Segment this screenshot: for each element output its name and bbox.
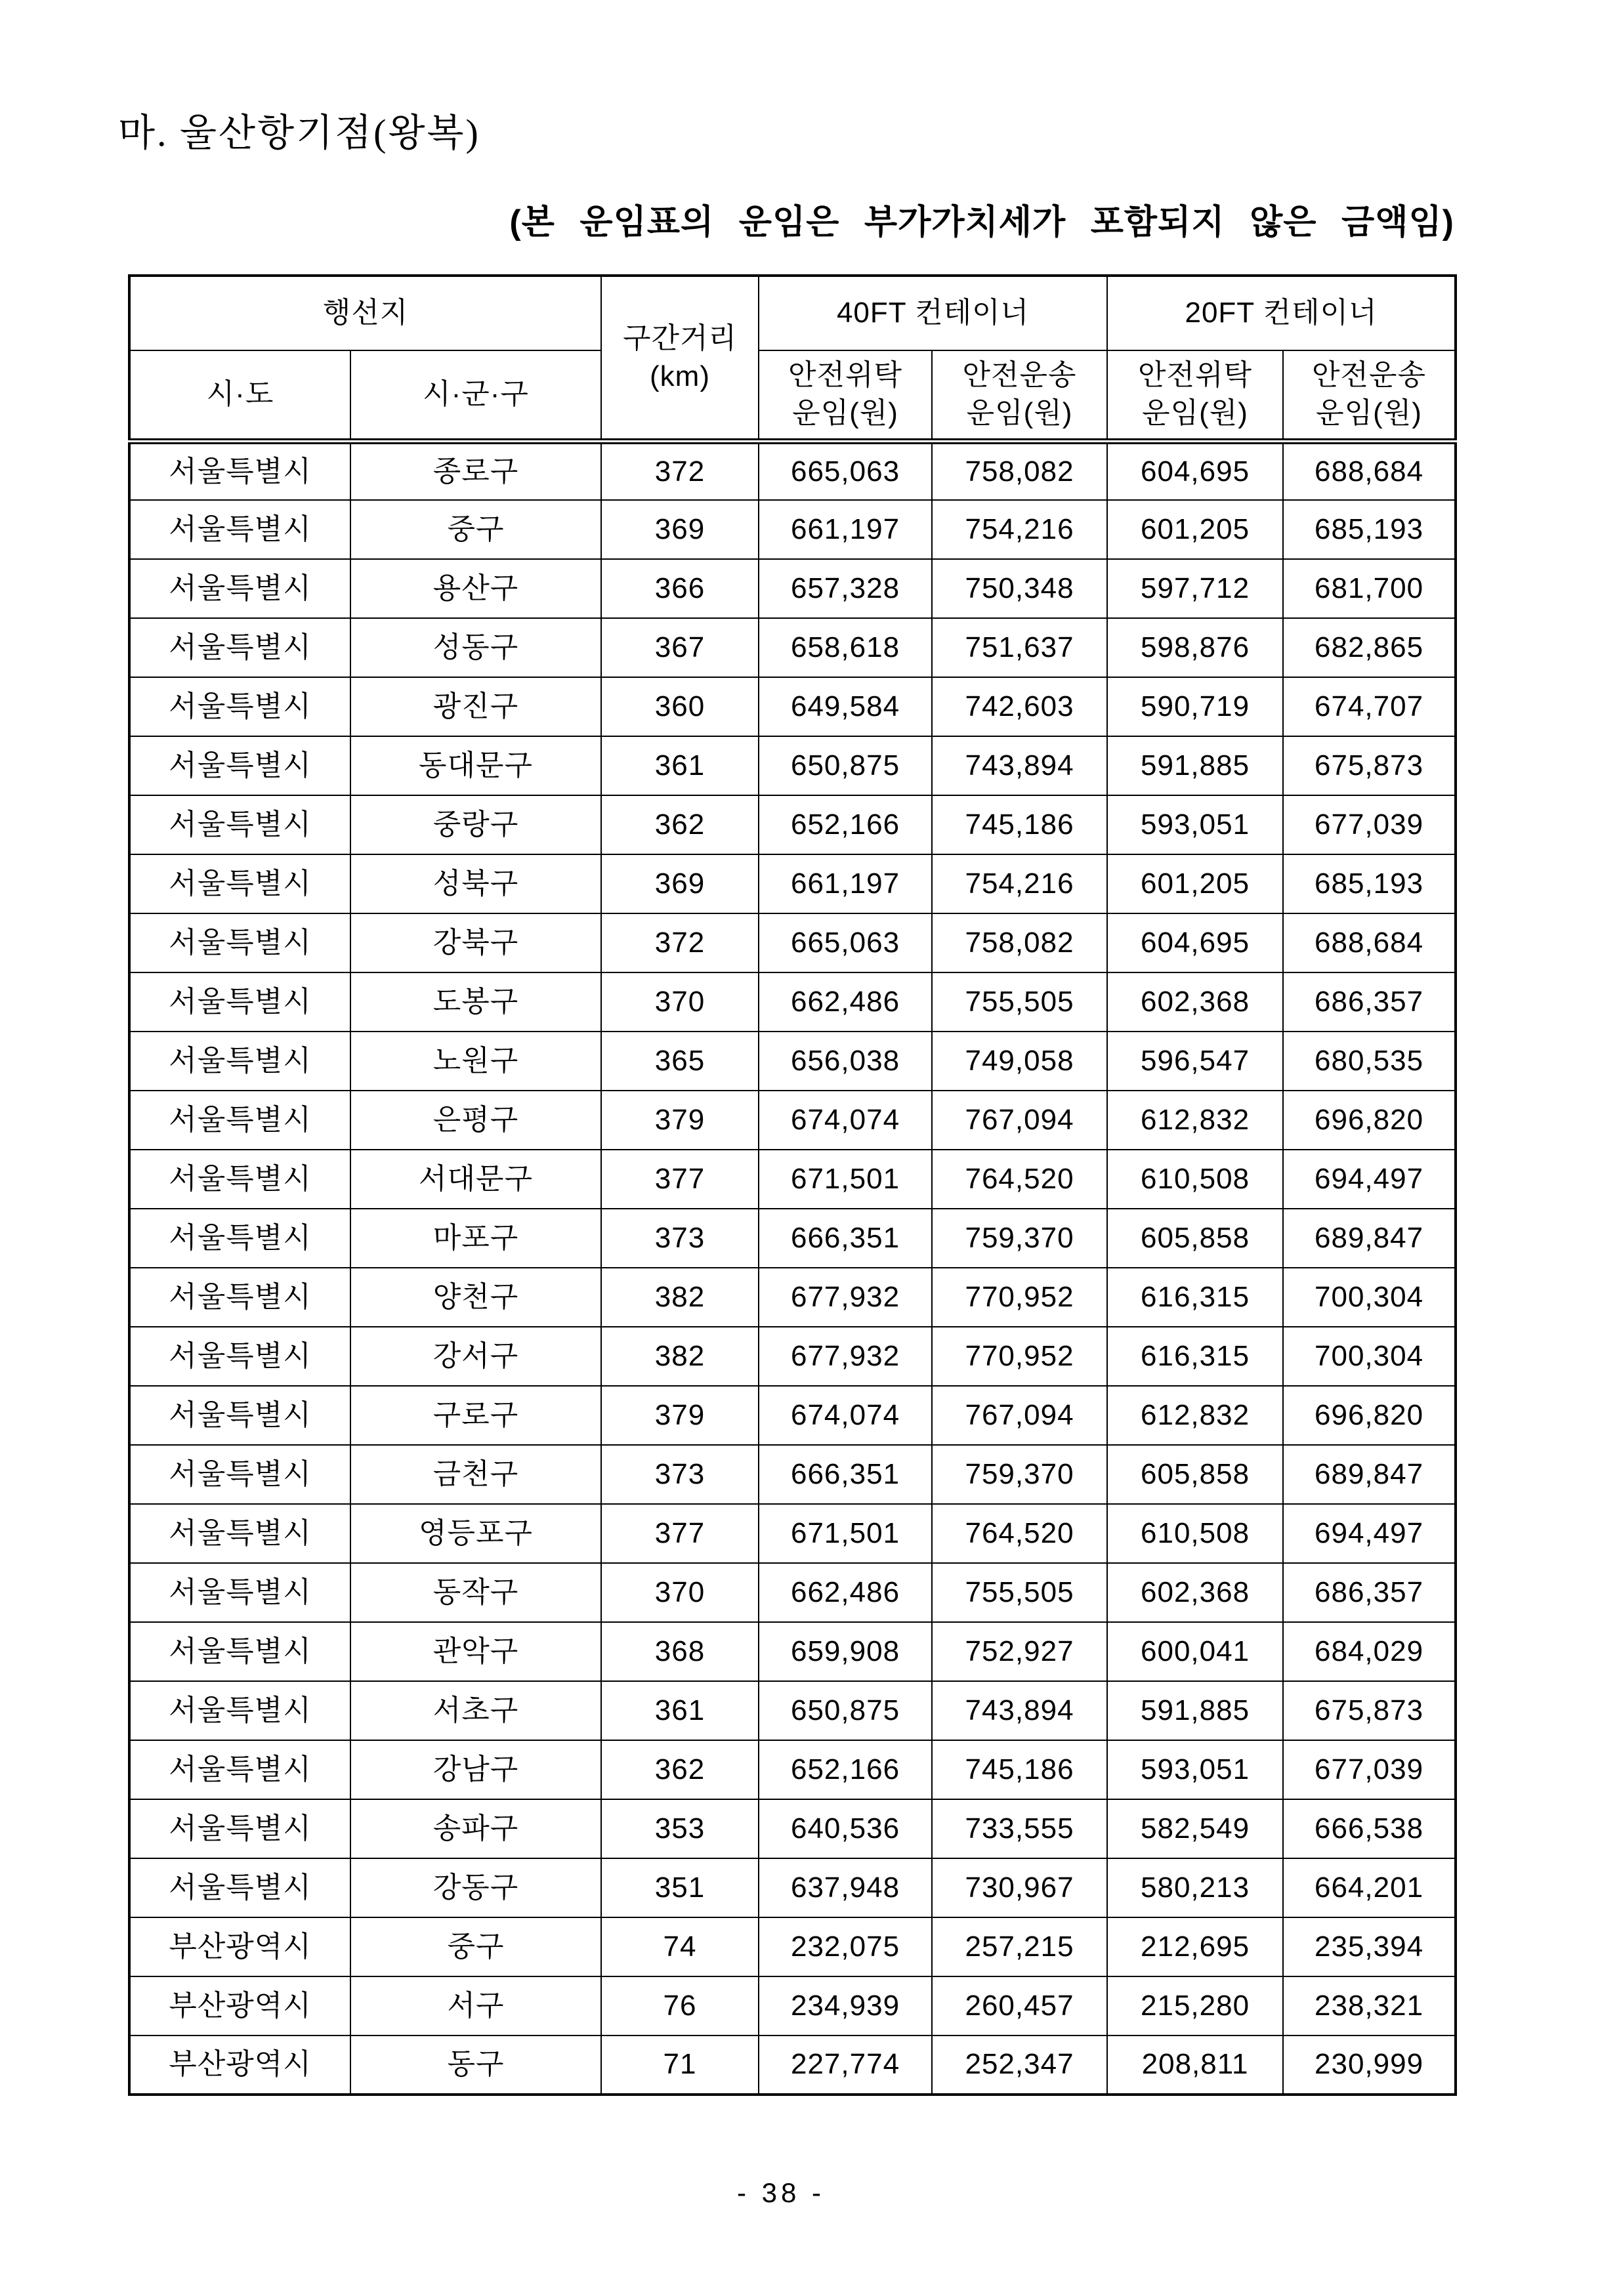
cell-40ft-transport-fare: 751,637 (932, 618, 1107, 677)
header-20ft-consign-line1: 안전위탁 (1138, 359, 1253, 392)
table-row (129, 1091, 1456, 1150)
cell-40ft-consign-fare: 662,486 (759, 1563, 932, 1622)
table-row (129, 1976, 1456, 2035)
cell-20ft-transport-fare: 686,357 (1283, 972, 1456, 1032)
table-row (129, 1681, 1456, 1740)
cell-20ft-transport-fare: 688,684 (1283, 441, 1456, 500)
cell-20ft-consign-fare: 602,368 (1107, 972, 1283, 1032)
cell-20ft-consign-fare: 616,315 (1107, 1327, 1283, 1386)
cell-40ft-transport-fare: 759,370 (932, 1445, 1107, 1504)
cell-20ft-consign-fare: 590,719 (1107, 677, 1283, 736)
cell-distance-km: 372 (601, 441, 759, 500)
cell-distance-km: 366 (601, 559, 759, 618)
cell-sigungu: 강남구 (350, 1740, 601, 1799)
cell-40ft-consign-fare: 650,875 (759, 1681, 932, 1740)
cell-20ft-transport-fare: 694,497 (1283, 1150, 1456, 1209)
cell-sido: 서울특별시 (129, 1740, 350, 1799)
table-row (129, 1445, 1456, 1504)
cell-20ft-transport-fare: 677,039 (1283, 1740, 1456, 1799)
cell-sido: 부산광역시 (129, 1917, 350, 1976)
cell-sido: 서울특별시 (129, 972, 350, 1032)
cell-40ft-transport-fare: 750,348 (932, 559, 1107, 618)
cell-20ft-consign-fare: 604,695 (1107, 441, 1283, 500)
cell-20ft-transport-fare: 700,304 (1283, 1327, 1456, 1386)
cell-40ft-transport-fare: 730,967 (932, 1858, 1107, 1917)
cell-40ft-consign-fare: 674,074 (759, 1091, 932, 1150)
table-row (129, 618, 1456, 677)
cell-40ft-transport-fare: 758,082 (932, 913, 1107, 972)
table-row (129, 677, 1456, 736)
cell-40ft-transport-fare: 764,520 (932, 1150, 1107, 1209)
cell-40ft-transport-fare: 743,894 (932, 736, 1107, 795)
cell-distance-km: 369 (601, 500, 759, 559)
cell-distance-km: 370 (601, 972, 759, 1032)
cell-sigungu: 노원구 (350, 1032, 601, 1091)
cell-20ft-consign-fare: 601,205 (1107, 500, 1283, 559)
cell-distance-km: 362 (601, 795, 759, 854)
table-row (129, 559, 1456, 618)
cell-sigungu: 영등포구 (350, 1504, 601, 1563)
cell-distance-km: 373 (601, 1209, 759, 1268)
cell-distance-km: 377 (601, 1504, 759, 1563)
cell-40ft-consign-fare: 671,501 (759, 1150, 932, 1209)
cell-20ft-consign-fare: 612,832 (1107, 1386, 1283, 1445)
header-20ft-consign-fare (1107, 350, 1283, 441)
cell-sido: 서울특별시 (129, 795, 350, 854)
cell-sido: 서울특별시 (129, 1268, 350, 1327)
cell-40ft-consign-fare: 659,908 (759, 1622, 932, 1681)
cell-sido: 서울특별시 (129, 1386, 350, 1445)
cell-40ft-consign-fare: 652,166 (759, 795, 932, 854)
cell-20ft-transport-fare: 235,394 (1283, 1917, 1456, 1976)
table-row (129, 1740, 1456, 1799)
cell-40ft-transport-fare: 764,520 (932, 1504, 1107, 1563)
header-40ft-consign-line2: 운임(원) (792, 397, 898, 430)
cell-40ft-transport-fare: 754,216 (932, 500, 1107, 559)
cell-20ft-consign-fare: 610,508 (1107, 1504, 1283, 1563)
cell-sigungu: 양천구 (350, 1268, 601, 1327)
cell-40ft-consign-fare: 666,351 (759, 1209, 932, 1268)
cell-sido: 서울특별시 (129, 1032, 350, 1091)
cell-sigungu: 광진구 (350, 677, 601, 736)
cell-distance-km: 71 (601, 2035, 759, 2095)
cell-20ft-transport-fare: 684,029 (1283, 1622, 1456, 1681)
cell-20ft-transport-fare: 694,497 (1283, 1504, 1456, 1563)
cell-40ft-consign-fare: 665,063 (759, 441, 932, 500)
table-row (129, 736, 1456, 795)
cell-sido: 서울특별시 (129, 1209, 350, 1268)
cell-20ft-consign-fare: 596,547 (1107, 1032, 1283, 1091)
cell-20ft-transport-fare: 686,357 (1283, 1563, 1456, 1622)
cell-sigungu: 중구 (350, 1917, 601, 1976)
cell-40ft-transport-fare: 742,603 (932, 677, 1107, 736)
cell-20ft-transport-fare: 238,321 (1283, 1976, 1456, 2035)
cell-40ft-consign-fare: 658,618 (759, 618, 932, 677)
cell-20ft-consign-fare: 604,695 (1107, 913, 1283, 972)
cell-40ft-transport-fare: 733,555 (932, 1799, 1107, 1858)
cell-20ft-consign-fare: 593,051 (1107, 795, 1283, 854)
cell-sido: 서울특별시 (129, 736, 350, 795)
cell-sigungu: 중구 (350, 500, 601, 559)
cell-distance-km: 76 (601, 1976, 759, 2035)
cell-20ft-consign-fare: 610,508 (1107, 1150, 1283, 1209)
cell-distance-km: 367 (601, 618, 759, 677)
cell-40ft-consign-fare: 662,486 (759, 972, 932, 1032)
cell-40ft-consign-fare: 665,063 (759, 913, 932, 972)
cell-40ft-consign-fare: 677,932 (759, 1268, 932, 1327)
table-row (129, 1563, 1456, 1622)
cell-40ft-transport-fare: 749,058 (932, 1032, 1107, 1091)
cell-20ft-consign-fare: 598,876 (1107, 618, 1283, 677)
page-title: 마. 울산항기점(왕복) (118, 112, 480, 154)
cell-sigungu: 강북구 (350, 913, 601, 972)
header-20ft-consign-line2: 운임(원) (1142, 397, 1248, 430)
cell-20ft-transport-fare: 700,304 (1283, 1268, 1456, 1327)
cell-40ft-transport-fare: 252,347 (932, 2035, 1107, 2095)
cell-40ft-transport-fare: 260,457 (932, 1976, 1107, 2035)
table-row (129, 1799, 1456, 1858)
page-number: - 38 - (736, 2177, 826, 2208)
cell-sido: 서울특별시 (129, 677, 350, 736)
fare-table-header (129, 276, 1456, 441)
cell-40ft-consign-fare: 637,948 (759, 1858, 932, 1917)
cell-20ft-transport-fare: 230,999 (1283, 2035, 1456, 2095)
cell-40ft-consign-fare: 227,774 (759, 2035, 932, 2095)
cell-sido: 서울특별시 (129, 1150, 350, 1209)
cell-sido: 서울특별시 (129, 1799, 350, 1858)
fare-table (128, 274, 1457, 2096)
table-row (129, 441, 1456, 500)
cell-sigungu: 금천구 (350, 1445, 601, 1504)
header-sigungu: 시·군·구 (350, 350, 601, 441)
cell-40ft-consign-fare: 657,328 (759, 559, 932, 618)
cell-20ft-transport-fare: 677,039 (1283, 795, 1456, 854)
cell-distance-km: 382 (601, 1327, 759, 1386)
cell-sigungu: 서초구 (350, 1681, 601, 1740)
cell-40ft-transport-fare: 767,094 (932, 1091, 1107, 1150)
cell-20ft-transport-fare: 689,847 (1283, 1445, 1456, 1504)
cell-40ft-consign-fare: 652,166 (759, 1740, 932, 1799)
cell-20ft-transport-fare: 696,820 (1283, 1091, 1456, 1150)
cell-sido: 부산광역시 (129, 2035, 350, 2095)
table-row (129, 1268, 1456, 1327)
cell-20ft-consign-fare: 593,051 (1107, 1740, 1283, 1799)
cell-40ft-transport-fare: 770,952 (932, 1327, 1107, 1386)
cell-distance-km: 373 (601, 1445, 759, 1504)
table-row (129, 1032, 1456, 1091)
cell-sigungu: 송파구 (350, 1799, 601, 1858)
cell-distance-km: 360 (601, 677, 759, 736)
cell-sido: 부산광역시 (129, 1976, 350, 2035)
table-row (129, 1209, 1456, 1268)
cell-distance-km: 379 (601, 1091, 759, 1150)
cell-distance-km: 361 (601, 736, 759, 795)
cell-20ft-consign-fare: 591,885 (1107, 1681, 1283, 1740)
cell-20ft-transport-fare: 675,873 (1283, 736, 1456, 795)
header-row-group (129, 276, 1456, 350)
cell-sigungu: 성동구 (350, 618, 601, 677)
cell-distance-km: 368 (601, 1622, 759, 1681)
table-row (129, 795, 1456, 854)
cell-20ft-consign-fare: 605,858 (1107, 1209, 1283, 1268)
cell-20ft-transport-fare: 689,847 (1283, 1209, 1456, 1268)
cell-20ft-consign-fare: 602,368 (1107, 1563, 1283, 1622)
header-destination: 행선지 (129, 276, 601, 350)
cell-sigungu: 서구 (350, 1976, 601, 2035)
cell-sido: 서울특별시 (129, 854, 350, 913)
cell-20ft-consign-fare: 600,041 (1107, 1622, 1283, 1681)
cell-sido: 서울특별시 (129, 618, 350, 677)
table-row (129, 2035, 1456, 2095)
cell-sigungu: 성북구 (350, 854, 601, 913)
header-40ft-transport-line2: 운임(원) (966, 397, 1073, 430)
cell-sido: 서울특별시 (129, 559, 350, 618)
cell-sigungu: 마포구 (350, 1209, 601, 1268)
header-20ft-container: 20FT 컨테이너 (1107, 276, 1456, 350)
cell-sigungu: 동구 (350, 2035, 601, 2095)
header-40ft-transport-fare (932, 350, 1107, 441)
cell-distance-km: 372 (601, 913, 759, 972)
cell-sido: 서울특별시 (129, 913, 350, 972)
header-20ft-transport-fare (1283, 350, 1456, 441)
cell-distance-km: 379 (601, 1386, 759, 1445)
cell-distance-km: 74 (601, 1917, 759, 1976)
cell-40ft-consign-fare: 656,038 (759, 1032, 932, 1091)
cell-sido: 서울특별시 (129, 1091, 350, 1150)
cell-sigungu: 용산구 (350, 559, 601, 618)
cell-sigungu: 종로구 (350, 441, 601, 500)
cell-sigungu: 은평구 (350, 1091, 601, 1150)
cell-sigungu: 관악구 (350, 1622, 601, 1681)
table-row (129, 1504, 1456, 1563)
cell-20ft-transport-fare: 682,865 (1283, 618, 1456, 677)
cell-40ft-consign-fare: 234,939 (759, 1976, 932, 2035)
cell-distance-km: 369 (601, 854, 759, 913)
cell-40ft-consign-fare: 666,351 (759, 1445, 932, 1504)
cell-40ft-transport-fare: 755,505 (932, 972, 1107, 1032)
cell-20ft-transport-fare: 685,193 (1283, 500, 1456, 559)
cell-20ft-transport-fare: 675,873 (1283, 1681, 1456, 1740)
cell-20ft-consign-fare: 212,695 (1107, 1917, 1283, 1976)
cell-20ft-transport-fare: 674,707 (1283, 677, 1456, 736)
cell-20ft-consign-fare: 215,280 (1107, 1976, 1283, 2035)
cell-20ft-consign-fare: 601,205 (1107, 854, 1283, 913)
cell-distance-km: 361 (601, 1681, 759, 1740)
cell-sigungu: 동작구 (350, 1563, 601, 1622)
table-row (129, 1858, 1456, 1917)
cell-20ft-consign-fare: 591,885 (1107, 736, 1283, 795)
vat-note: (본 운임표의 운임은 부가가치세가 포함되지 않은 금액임) (509, 203, 1454, 241)
cell-distance-km: 353 (601, 1799, 759, 1858)
header-distance (601, 276, 759, 441)
cell-20ft-transport-fare: 685,193 (1283, 854, 1456, 913)
cell-20ft-transport-fare: 696,820 (1283, 1386, 1456, 1445)
cell-sido: 서울특별시 (129, 500, 350, 559)
cell-40ft-transport-fare: 755,505 (932, 1563, 1107, 1622)
cell-20ft-consign-fare: 580,213 (1107, 1858, 1283, 1917)
cell-sido: 서울특별시 (129, 1504, 350, 1563)
cell-sigungu: 강서구 (350, 1327, 601, 1386)
cell-sido: 서울특별시 (129, 1622, 350, 1681)
header-distance-line1: 구간거리 (623, 322, 738, 354)
cell-distance-km: 351 (601, 1858, 759, 1917)
header-20ft-transport-line1: 안전운송 (1312, 359, 1427, 392)
table-row (129, 913, 1456, 972)
cell-20ft-transport-fare: 688,684 (1283, 913, 1456, 972)
header-20ft-transport-line2: 운임(원) (1316, 397, 1422, 430)
cell-20ft-transport-fare: 666,538 (1283, 1799, 1456, 1858)
cell-40ft-transport-fare: 759,370 (932, 1209, 1107, 1268)
header-40ft-consign-fare (759, 350, 932, 441)
table-row (129, 854, 1456, 913)
cell-distance-km: 377 (601, 1150, 759, 1209)
table-row (129, 1327, 1456, 1386)
table-row (129, 1917, 1456, 1976)
cell-20ft-transport-fare: 664,201 (1283, 1858, 1456, 1917)
cell-distance-km: 362 (601, 1740, 759, 1799)
header-sido: 시·도 (129, 350, 350, 441)
cell-40ft-transport-fare: 743,894 (932, 1681, 1107, 1740)
cell-40ft-consign-fare: 640,536 (759, 1799, 932, 1858)
cell-40ft-transport-fare: 257,215 (932, 1917, 1107, 1976)
cell-40ft-consign-fare: 661,197 (759, 500, 932, 559)
header-40ft-container: 40FT 컨테이너 (759, 276, 1107, 350)
header-row-sub (129, 350, 1456, 441)
cell-40ft-consign-fare: 649,584 (759, 677, 932, 736)
cell-40ft-transport-fare: 758,082 (932, 441, 1107, 500)
cell-sigungu: 서대문구 (350, 1150, 601, 1209)
cell-20ft-consign-fare: 582,549 (1107, 1799, 1283, 1858)
cell-sido: 서울특별시 (129, 1858, 350, 1917)
table-row (129, 1386, 1456, 1445)
cell-20ft-consign-fare: 612,832 (1107, 1091, 1283, 1150)
cell-40ft-consign-fare: 232,075 (759, 1917, 932, 1976)
table-row (129, 1150, 1456, 1209)
table-row (129, 500, 1456, 559)
header-distance-line2: (km) (650, 360, 710, 392)
cell-40ft-consign-fare: 671,501 (759, 1504, 932, 1563)
header-40ft-consign-line1: 안전위탁 (788, 359, 903, 392)
cell-distance-km: 365 (601, 1032, 759, 1091)
header-40ft-transport-line1: 안전운송 (962, 359, 1077, 392)
cell-20ft-consign-fare: 616,315 (1107, 1268, 1283, 1327)
cell-40ft-transport-fare: 770,952 (932, 1268, 1107, 1327)
cell-sigungu: 강동구 (350, 1858, 601, 1917)
cell-sido: 서울특별시 (129, 1327, 350, 1386)
cell-40ft-transport-fare: 767,094 (932, 1386, 1107, 1445)
cell-20ft-transport-fare: 680,535 (1283, 1032, 1456, 1091)
cell-20ft-consign-fare: 208,811 (1107, 2035, 1283, 2095)
cell-20ft-consign-fare: 605,858 (1107, 1445, 1283, 1504)
cell-40ft-consign-fare: 661,197 (759, 854, 932, 913)
table-row (129, 1622, 1456, 1681)
cell-40ft-transport-fare: 754,216 (932, 854, 1107, 913)
cell-sido: 서울특별시 (129, 1681, 350, 1740)
cell-sido: 서울특별시 (129, 441, 350, 500)
cell-40ft-transport-fare: 745,186 (932, 1740, 1107, 1799)
cell-20ft-transport-fare: 681,700 (1283, 559, 1456, 618)
cell-40ft-transport-fare: 745,186 (932, 795, 1107, 854)
cell-40ft-consign-fare: 674,074 (759, 1386, 932, 1445)
cell-sigungu: 도봉구 (350, 972, 601, 1032)
cell-distance-km: 382 (601, 1268, 759, 1327)
fare-table-body (129, 441, 1456, 2095)
cell-40ft-consign-fare: 677,932 (759, 1327, 932, 1386)
cell-40ft-transport-fare: 752,927 (932, 1622, 1107, 1681)
cell-20ft-consign-fare: 597,712 (1107, 559, 1283, 618)
cell-sido: 서울특별시 (129, 1563, 350, 1622)
cell-sigungu: 구로구 (350, 1386, 601, 1445)
cell-sigungu: 중랑구 (350, 795, 601, 854)
cell-40ft-consign-fare: 650,875 (759, 736, 932, 795)
cell-distance-km: 370 (601, 1563, 759, 1622)
table-row (129, 972, 1456, 1032)
cell-sigungu: 동대문구 (350, 736, 601, 795)
cell-sido: 서울특별시 (129, 1445, 350, 1504)
